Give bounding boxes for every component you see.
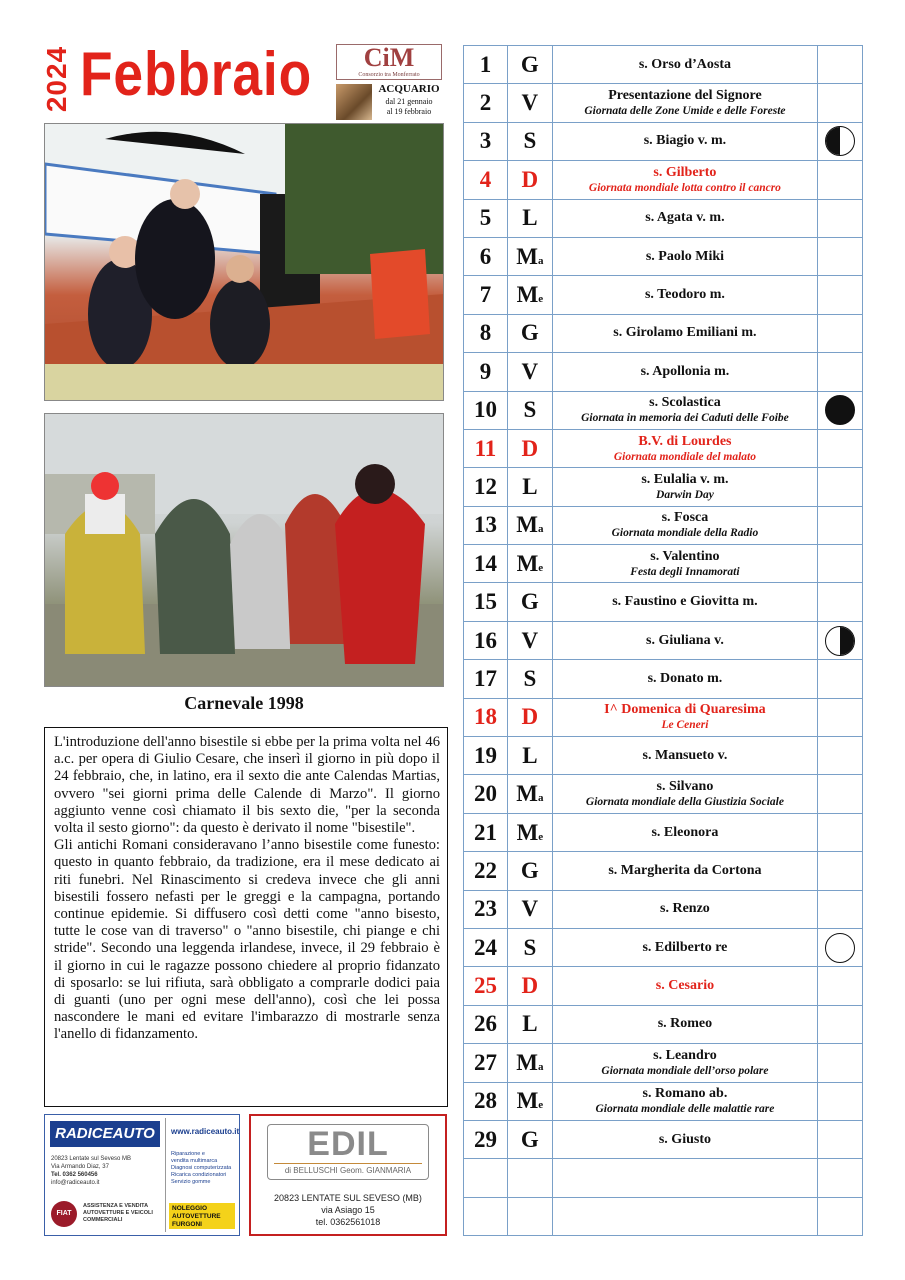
saint-name: s. Biagio v. m.	[552, 122, 817, 160]
day-number: 6	[464, 237, 508, 275]
moon-phase-cell	[818, 391, 863, 429]
moon-phase-cell	[818, 698, 863, 736]
observance-note: Giornata delle Zone Umide e delle Foreste	[584, 105, 786, 118]
moon-phase-cell	[818, 276, 863, 314]
zodiac-image	[336, 84, 372, 120]
weekday-letter: Ma	[507, 237, 552, 275]
calendar-row	[464, 391, 863, 429]
day-number: 7	[464, 276, 508, 314]
saint-name: s. Cesario	[552, 967, 817, 1005]
moon-phase-cell	[818, 967, 863, 1005]
moon-phase-cell	[818, 1044, 863, 1082]
calendar-row	[464, 353, 863, 391]
day-number: 13	[464, 506, 508, 544]
weekday-letter: L	[507, 199, 552, 237]
saint-name: s. Leandro Giornata mondiale dell’orso polare	[552, 1044, 817, 1082]
weekday-letter: G	[507, 852, 552, 890]
fiat-logo: FIAT	[51, 1201, 77, 1227]
weekday-letter: S	[507, 928, 552, 966]
weekday-letter: G	[507, 1120, 552, 1158]
weekday-letter: Ma	[507, 506, 552, 544]
calendar-row	[464, 314, 863, 352]
day-number: 26	[464, 1005, 508, 1043]
weekday-letter: L	[507, 737, 552, 775]
day-number: 5	[464, 199, 508, 237]
calendar-row	[464, 84, 863, 122]
saint-name: s. Eulalia v. m. Darwin Day	[552, 468, 817, 506]
saint-name: Presentazione del Signore Giornata delle Zone Umide e delle Foreste	[552, 84, 817, 122]
calendar-row	[464, 852, 863, 890]
radiceauto-url: www.radiceauto.it	[171, 1127, 240, 1136]
zodiac-sign: ACQUARIO	[378, 83, 440, 95]
moon-phase-cell	[818, 1005, 863, 1043]
moon-phase-cell	[818, 237, 863, 275]
moon-phase-cell	[818, 1159, 863, 1197]
weekday-letter: S	[507, 391, 552, 429]
observance-note: Giornata mondiale della Radio	[611, 527, 759, 540]
weekday-letter: Me	[507, 813, 552, 851]
weekday-letter: V	[507, 890, 552, 928]
calendar-row	[464, 698, 863, 736]
carnival-photo-float	[44, 123, 444, 401]
text-paragraph: Gli antichi Romani consideravano l’anno bisestile come funesto: questo in quanto febbraio, da tradizione, era il mese dedicato ai riti funebri. Nel Rinascimento si credeva invece che gli anni bisestili fossero nefasti per le greggi e la campagna, portando continue epidemie. Si diffusero così detti come "anno bisesto, tutte le cose van di traverso" o "anno bisestile, chi piange e chi stride". Secondo una leggenda irlandese, invece, il 29 febbraio è il giorno in cui le ragazze possono chiedere al proprio fidanzato di sposarlo: se lui rifiuta, sarà obbligato a comprarle dodici paia di guanti (uno per ogni mese dell'anno), così che lei possa nascondere le mani ed evitare l'imbarazzo di mostrarle senza l'anello di fidanzamento.	[54, 837, 440, 1043]
calendar-row	[464, 237, 863, 275]
saint-name: B.V. di Lourdes Giornata mondiale del malato	[552, 429, 817, 467]
day-number: 28	[464, 1082, 508, 1120]
saint-name: s. Teodoro m.	[552, 276, 817, 314]
moon-phase-cell	[818, 852, 863, 890]
day-number	[464, 1159, 508, 1197]
weekday-letter: S	[507, 122, 552, 160]
moon-phase-cell	[818, 621, 863, 659]
moon-phase-cell	[818, 506, 863, 544]
moon-phase-cell	[818, 813, 863, 851]
saint-name: s. Romano ab. Giornata mondiale delle malattie rare	[552, 1082, 817, 1120]
weekday-letter: G	[507, 583, 552, 621]
weekday-letter: G	[507, 314, 552, 352]
calendar-row	[464, 813, 863, 851]
radiceauto-services: Riparazione e vendita multimarca Diagnosi computerizzata Ricarica condizionatori Servizio gomme	[171, 1151, 232, 1185]
day-number: 11	[464, 429, 508, 467]
saint-name: s. Romeo	[552, 1005, 817, 1043]
calendar-row	[464, 583, 863, 621]
leap-year-text	[44, 727, 448, 1107]
moon-phase-cell	[818, 468, 863, 506]
calendar-row	[464, 621, 863, 659]
day-number: 24	[464, 928, 508, 966]
calendar-row	[464, 1159, 863, 1197]
calendar-row	[464, 429, 863, 467]
radiceauto-noleggio: NOLEGGIO AUTOVETTURE FURGONI	[169, 1203, 235, 1229]
day-number: 17	[464, 660, 508, 698]
moon-phase-cell	[818, 545, 863, 583]
day-number: 10	[464, 391, 508, 429]
calendar-row	[464, 1044, 863, 1082]
day-number	[464, 1197, 508, 1235]
saint-name: s. Fosca Giornata mondiale della Radio	[552, 506, 817, 544]
saint-name	[552, 1159, 817, 1197]
saint-name: s. Faustino e Giovitta m.	[552, 583, 817, 621]
weekday-letter: S	[507, 660, 552, 698]
calendar-row	[464, 468, 863, 506]
weekday-letter: V	[507, 621, 552, 659]
radiceauto-address: 20823 Lentate sul Seveso MB Via Armando Diaz, 37 Tel. 0362 560456 info@radiceauto.it	[51, 1156, 132, 1186]
calendar-row	[464, 660, 863, 698]
weekday-letter: Me	[507, 545, 552, 583]
saint-name: s. Edilberto re	[552, 928, 817, 966]
day-number: 1	[464, 46, 508, 84]
saint-name: s. Paolo Miki	[552, 237, 817, 275]
moon-phase-cell	[818, 583, 863, 621]
calendar-row	[464, 775, 863, 813]
saint-name: s. Giusto	[552, 1120, 817, 1158]
ad-edil	[249, 1114, 447, 1236]
moon-phase-cell	[818, 775, 863, 813]
moon-phase-cell	[818, 429, 863, 467]
observance-note: Giornata in memoria dei Caduti delle Foibe	[581, 412, 789, 425]
weekday-letter: L	[507, 468, 552, 506]
day-number: 9	[464, 353, 508, 391]
saint-name: s. Girolamo Emiliani m.	[552, 314, 817, 352]
observance-note: Le Ceneri	[661, 719, 709, 732]
day-number: 19	[464, 737, 508, 775]
day-number: 22	[464, 852, 508, 890]
observance-note: Darwin Day	[656, 488, 714, 501]
saint-name: s. Scolastica Giornata in memoria dei Caduti delle Foibe	[552, 391, 817, 429]
saint-name: s. Giuliana v.	[552, 621, 817, 659]
calendar-table	[463, 45, 863, 1236]
day-number: 8	[464, 314, 508, 352]
moon-new-icon	[825, 933, 855, 963]
day-number: 12	[464, 468, 508, 506]
day-number: 23	[464, 890, 508, 928]
photo-caption: Carnevale 1998	[184, 693, 304, 713]
moon-full-icon	[825, 395, 855, 425]
calendar-row	[464, 928, 863, 966]
calendar-row	[464, 1005, 863, 1043]
moon-phase-cell	[818, 1197, 863, 1235]
weekday-letter: D	[507, 967, 552, 1005]
day-number: 2	[464, 84, 508, 122]
moon-first-icon	[825, 626, 855, 656]
calendar-row	[464, 506, 863, 544]
calendar-row	[464, 737, 863, 775]
saint-name: s. Silvano Giornata mondiale della Giustizia Sociale	[552, 775, 817, 813]
saint-name: s. Mansueto v.	[552, 737, 817, 775]
day-number: 20	[464, 775, 508, 813]
day-number: 29	[464, 1120, 508, 1158]
weekday-letter: V	[507, 84, 552, 122]
year-label: 2024	[41, 45, 73, 113]
moon-phase-cell	[818, 1120, 863, 1158]
saint-name: s. Renzo	[552, 890, 817, 928]
weekday-letter: L	[507, 1005, 552, 1043]
saint-name: s. Agata v. m.	[552, 199, 817, 237]
saint-name: s. Eleonora	[552, 813, 817, 851]
calendar-row	[464, 1082, 863, 1120]
observance-note: Giornata mondiale della Giustizia Sociale	[585, 796, 784, 809]
edil-address: 20823 LENTATE SUL SEVESO (MB) via Asiago 15 tel. 0362561018	[274, 1193, 422, 1227]
calendar-row	[464, 1120, 863, 1158]
saint-name: s. Donato m.	[552, 660, 817, 698]
radiceauto-assist: ASSISTENZA E VENDITA AUTOVETTURE E VEICOLI COMMERCIALI	[83, 1203, 153, 1223]
saint-name: s. Gilberto Giornata mondiale lotta contro il cancro	[552, 161, 817, 199]
weekday-letter: V	[507, 353, 552, 391]
saint-name: s. Valentino Festa degli Innamorati	[552, 545, 817, 583]
weekday-letter: Ma	[507, 1044, 552, 1082]
saint-name: I^ Domenica di Quaresima Le Ceneri	[552, 698, 817, 736]
observance-note: Giornata mondiale dell’orso polare	[601, 1064, 769, 1077]
ad-radiceauto	[44, 1114, 240, 1236]
observance-note: Giornata mondiale del malato	[613, 450, 757, 463]
observance-note: Giornata mondiale delle malattie rare	[595, 1103, 775, 1116]
moon-phase-cell	[818, 122, 863, 160]
saint-name	[552, 1197, 817, 1235]
calendar-row	[464, 276, 863, 314]
carnival-photo-masks	[44, 413, 444, 687]
moon-phase-cell	[818, 353, 863, 391]
day-number: 4	[464, 161, 508, 199]
moon-phase-cell	[818, 46, 863, 84]
moon-phase-cell	[818, 161, 863, 199]
day-number: 3	[464, 122, 508, 160]
calendar-row	[464, 122, 863, 160]
radiceauto-logo: RADICEAUTO	[50, 1121, 160, 1147]
day-number: 25	[464, 967, 508, 1005]
saint-name: s. Orso d’Aosta	[552, 46, 817, 84]
moon-phase-cell	[818, 660, 863, 698]
moon-phase-cell	[818, 737, 863, 775]
day-number: 15	[464, 583, 508, 621]
day-number: 27	[464, 1044, 508, 1082]
calendar-row	[464, 199, 863, 237]
calendar-row	[464, 1197, 863, 1235]
weekday-letter: G	[507, 46, 552, 84]
text-paragraph: L'introduzione dell'anno bisestile si ebbe per la prima volta nel 46 a.c. per opera di Giulio Cesare, che inserì il giorno in più dopo il 24 febbraio, che, in latino, era il sexto die ante Calendas Martias, ovvero "sei giorni prima delle Calende di Marzo". Il giorno aggiunto venne così chiamato il bis sexto die, "per la seconda volta il sesto giorno": da questo è derivato il nome "bisestile".	[54, 734, 440, 837]
zodiac-range: dal 21 gennaio al 19 febbraio	[385, 97, 433, 116]
day-number: 18	[464, 698, 508, 736]
weekday-letter	[507, 1197, 552, 1235]
observance-note: Giornata mondiale lotta contro il cancro	[588, 181, 781, 194]
day-number: 21	[464, 813, 508, 851]
calendar-row	[464, 161, 863, 199]
moon-phase-cell	[818, 1082, 863, 1120]
moon-phase-cell	[818, 314, 863, 352]
month-title: Febbraio	[80, 40, 313, 109]
weekday-letter: D	[507, 429, 552, 467]
edil-logo: EDIL di BELLUSCHI Geom. GIANMARIA	[267, 1124, 429, 1180]
calendar-row	[464, 545, 863, 583]
calendar-row	[464, 890, 863, 928]
moon-phase-cell	[818, 84, 863, 122]
weekday-letter: D	[507, 161, 552, 199]
weekday-letter: Ma	[507, 775, 552, 813]
moon-phase-cell	[818, 928, 863, 966]
day-number: 14	[464, 545, 508, 583]
weekday-letter: Me	[507, 276, 552, 314]
weekday-letter: Me	[507, 1082, 552, 1120]
calendar-row	[464, 967, 863, 1005]
cim-logo: CiM Consorzio tra Monferrato	[336, 44, 442, 80]
saint-name: s. Margherita da Cortona	[552, 852, 817, 890]
weekday-letter: D	[507, 698, 552, 736]
moon-phase-cell	[818, 199, 863, 237]
moon-last-icon	[825, 126, 855, 156]
saint-name: s. Apollonia m.	[552, 353, 817, 391]
moon-phase-cell	[818, 890, 863, 928]
day-number: 16	[464, 621, 508, 659]
weekday-letter	[507, 1159, 552, 1197]
observance-note: Festa degli Innamorati	[630, 565, 740, 578]
calendar-row	[464, 46, 863, 84]
